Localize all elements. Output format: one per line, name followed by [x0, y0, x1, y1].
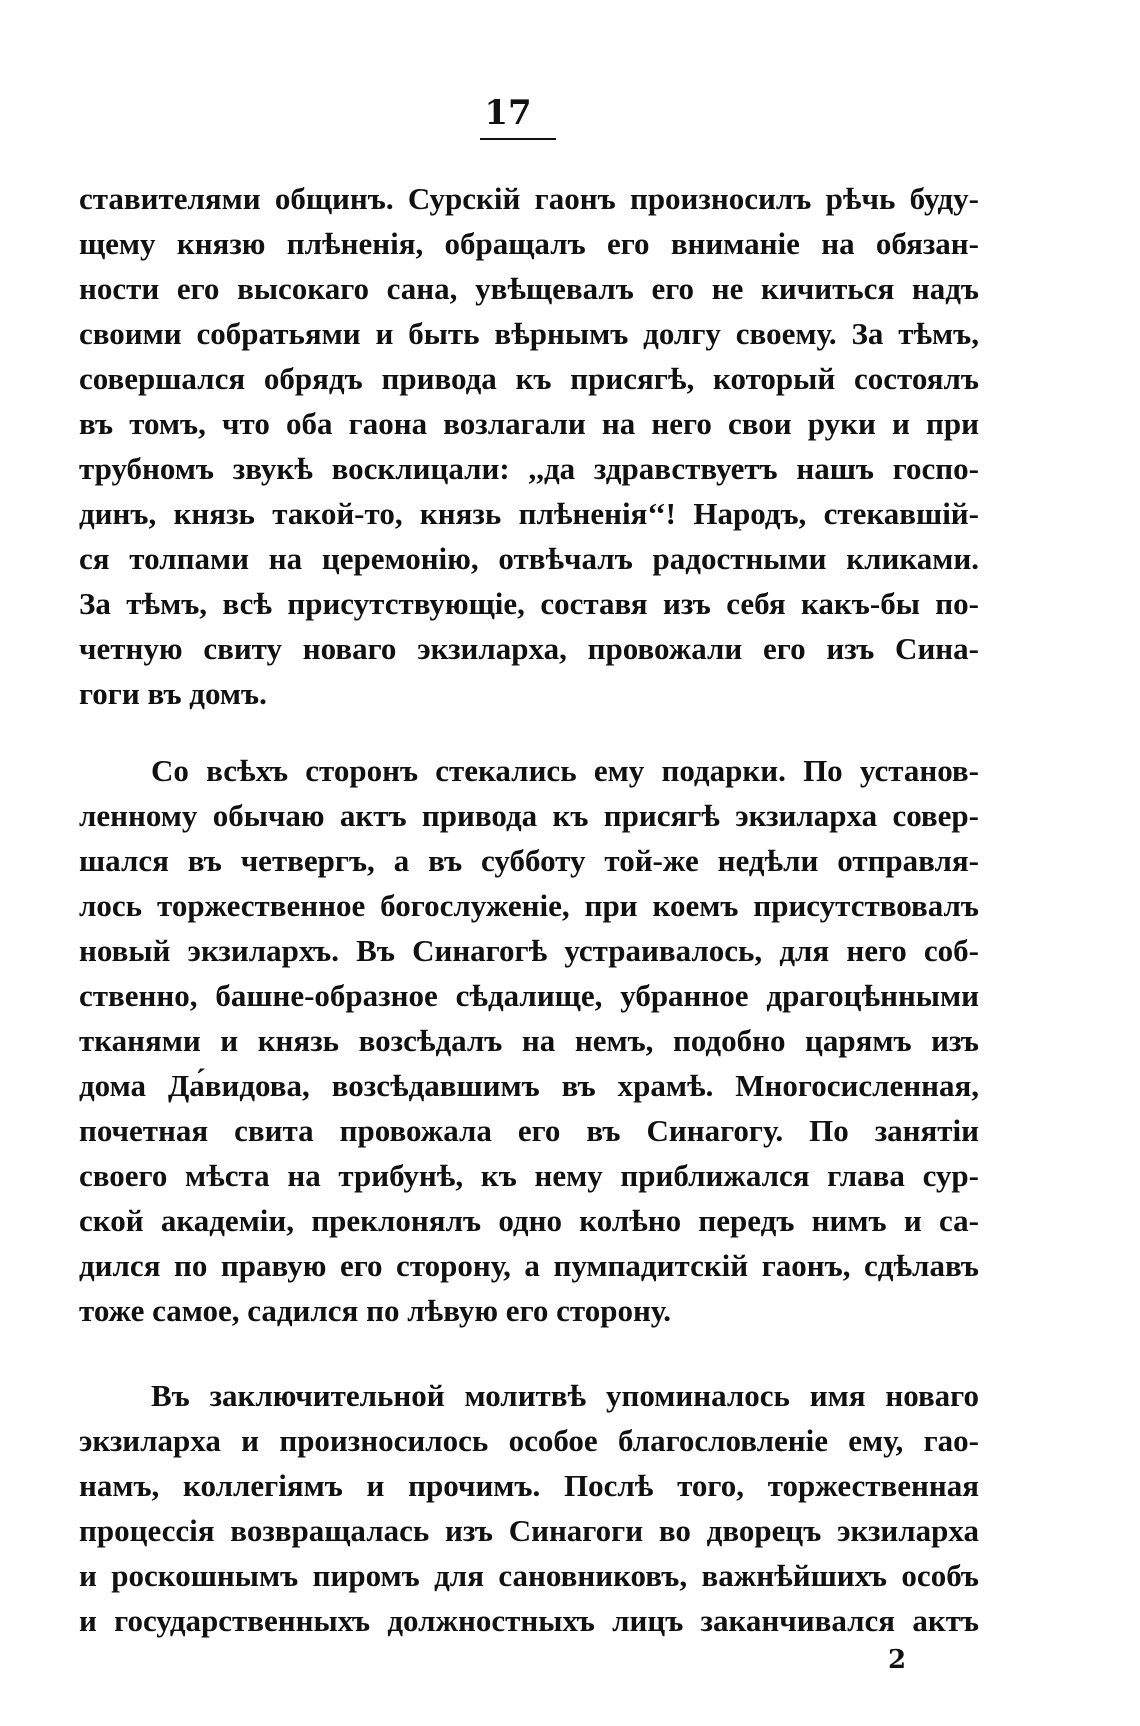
text-line: ственно, башне-образное сѣдалище, убранное драгоцѣнными	[79, 978, 979, 1013]
text-line: и государственныхъ должностныхъ лицъ заканчивался актъ	[79, 1603, 979, 1638]
text-line: шался въ четвергъ, а въ субботу той-же недѣли отправля-	[79, 843, 979, 878]
text-line: лось торжественное богослуженіе, при коемъ присутствовалъ	[79, 888, 979, 923]
paragraph-3	[79, 1373, 979, 1643]
text-line: тканями и князь возсѣдалъ на немъ, подобно царямъ изъ	[79, 1023, 979, 1058]
text-line: процессія возвращалась изъ Синагоги во дворецъ экзиларха	[79, 1513, 979, 1548]
text-line: За тѣмъ, всѣ присутствующіе, составя изъ себя какъ-бы по-	[79, 586, 979, 621]
text-line: своего мѣста на трибунѣ, къ нему приближался глава сур-	[79, 1158, 979, 1193]
text-line: ленному обычаю актъ привода къ присягѣ экзиларха совер-	[79, 798, 979, 833]
text-line: своими собратьями и быть вѣрнымъ долгу своему. За тѣмъ,	[79, 316, 979, 351]
text-line: и роскошнымъ пиромъ для сановниковъ, важнѣйшихъ особъ	[79, 1558, 979, 1593]
text-line: новый экзилархъ. Въ Синагогѣ устраивалось, для него соб-	[79, 933, 979, 968]
text-line: экзиларха и произносилось особое благословленіе ему, гао-	[79, 1423, 979, 1458]
signature-mark: 2	[888, 1645, 907, 1675]
text-line: гоги въ домъ.	[79, 676, 267, 711]
text-line: почетная свита провожала его въ Синагогу. По занятіи	[79, 1113, 979, 1148]
paragraph-1	[79, 176, 979, 716]
text-line: совершался обрядъ привода къ присягѣ, который состоялъ	[79, 361, 979, 396]
text-line: Въ заключительной молитвѣ упоминалось имя новаго	[151, 1378, 979, 1413]
text-line: дился по правую его сторону, а пумпадитскій гаонъ, сдѣлавъ	[79, 1248, 979, 1283]
text-line: ставителями общинъ. Сурскій гаонъ произносилъ рѣчь буду-	[79, 181, 979, 216]
text-line: ской академіи, преклонялъ одно колѣно передъ нимъ и са-	[79, 1203, 979, 1238]
text-line: ности его высокаго сана, увѣщевалъ его не кичиться надъ	[79, 271, 979, 306]
text-line: дома Да́видова, возсѣдавшимъ въ храмѣ. Многосисленная,	[79, 1068, 979, 1103]
text-line: въ томъ, что оба гаона возлагали на него свои руки и при	[79, 406, 979, 441]
text-line: намъ, коллегіямъ и прочимъ. Послѣ того, торжественная	[79, 1468, 979, 1503]
text-line: ся толпами на церемонію, отвѣчалъ радостными кликами.	[79, 541, 979, 576]
text-line: трубномъ звукѣ восклицали: ,,да здравствуетъ нашъ госпо-	[79, 451, 979, 486]
text-line: динъ, князь такой-то, князь плѣненія‘‘! Народъ, стекавшій-	[79, 496, 979, 531]
text-line: щему князю плѣненія, обращалъ его вниманіе на обязан-	[79, 226, 979, 261]
paragraph-2	[79, 748, 979, 1333]
text-line: четную свиту новаго экзиларха, провожали его изъ Сина-	[79, 631, 979, 666]
text-line: Со всѣхъ сторонъ стекались ему подарки. По установ-	[151, 753, 979, 788]
text-line: тоже самое, садился по лѣвую его сторону.	[79, 1293, 671, 1328]
page-number-rule	[480, 138, 556, 140]
page-number: 17	[484, 93, 532, 133]
